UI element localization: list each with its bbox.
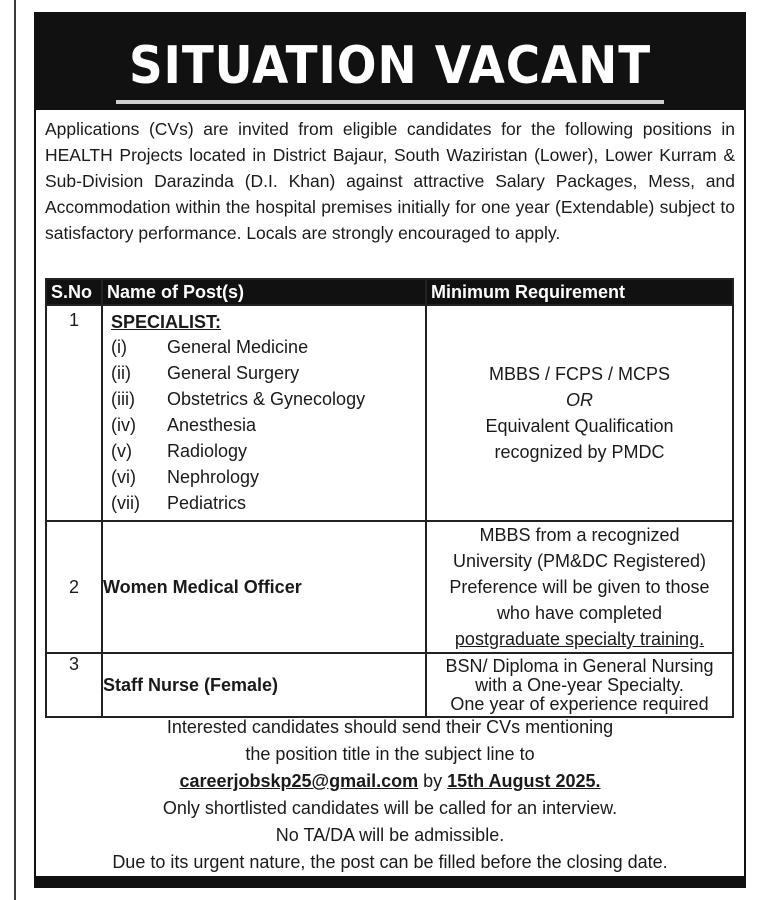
list-item-label: General Medicine <box>167 337 309 357</box>
list-item <box>111 386 425 412</box>
positions-table <box>45 278 734 718</box>
table-row <box>46 653 733 717</box>
requirement-line: OR <box>566 390 593 410</box>
list-item-number: (iv) <box>111 415 136 435</box>
list-item <box>111 464 425 490</box>
bottom-bar <box>36 876 744 886</box>
specialty-list <box>111 334 425 516</box>
list-item-number: (vi) <box>111 467 136 487</box>
row-post: Staff Nurse (Female) <box>102 653 426 717</box>
list-item <box>111 438 425 464</box>
row-requirement <box>426 305 733 521</box>
requirement-line: BSN/ Diploma in General Nursing <box>445 655 714 676</box>
requirement-line: who have completed <box>496 603 663 623</box>
table-row <box>46 305 733 521</box>
list-item-number: (ii) <box>111 363 131 383</box>
title-underline <box>116 100 664 104</box>
list-item-number: (iii) <box>111 389 135 409</box>
row-sno: 1 <box>46 305 102 521</box>
footer-by: by <box>418 771 448 791</box>
requirement-line: with a One-year Specialty. <box>475 674 684 695</box>
list-item-number: (i) <box>111 337 127 357</box>
list-item-number: (v) <box>111 441 132 461</box>
list-item <box>111 334 425 360</box>
requirement-line: University (PM&DC Registered) <box>452 551 707 571</box>
list-item-label: Radiology <box>167 441 248 461</box>
footer-line: Only shortlisted candidates will be called for an interview. <box>162 798 618 818</box>
table-row <box>46 521 733 653</box>
footer-line: Due to its urgent nature, the post can be filled before the closing date. <box>112 852 668 872</box>
row-post <box>102 305 426 521</box>
requirement-line: MBBS / FCPS / MCPS <box>488 364 671 384</box>
application-instructions <box>36 714 744 876</box>
table-header-row <box>46 279 733 305</box>
requirement-line: Preference will be given to those <box>449 577 710 597</box>
row-requirement <box>426 653 733 717</box>
job-advertisement <box>34 12 746 888</box>
requirement-line: One year of experience required <box>450 693 709 714</box>
intro-paragraph: Applications (CVs) are invited from eligible candidates for the following positions in HEALTH Projects located in District Bajaur, South Waziristan (Lower), Lower Kurram & Sub-Division Darazinda (D.I. Khan) against attractive Salary Packages, Mess, and Accommodation within the hospital premises initially for one year (Extendable) subject to satisfactory performance. Locals are strongly encouraged to apply. <box>45 119 735 243</box>
list-item-label: Nephrology <box>167 467 260 487</box>
footer-contact-line <box>36 768 744 795</box>
list-item <box>111 490 425 516</box>
row-sno: 3 <box>46 653 102 717</box>
list-item-label: Pediatrics <box>167 493 247 513</box>
row-sno: 2 <box>46 521 102 653</box>
requirement-line: postgraduate specialty training. <box>454 629 705 649</box>
list-item-label: Obstetrics & Gynecology <box>167 389 366 409</box>
ad-title: SITUATION VACANT <box>128 36 652 96</box>
list-item-label: Anesthesia <box>167 415 257 435</box>
list-item <box>111 360 425 386</box>
specialist-title: SPECIALIST: <box>111 312 222 332</box>
footer-line: No TA/DA will be admissible. <box>275 825 505 845</box>
list-item-number: (vii) <box>111 493 140 513</box>
deadline-date: 15th August 2025. <box>447 771 601 791</box>
requirement-line: Equivalent Qualification <box>485 416 674 436</box>
email-link[interactable]: careerjobskp25@gmail.com <box>179 771 419 791</box>
header-post: Name of Post(s) <box>102 279 426 305</box>
footer-line: the position title in the subject line to <box>245 744 535 764</box>
row-post: Women Medical Officer <box>102 521 426 653</box>
requirement-line: MBBS from a recognized <box>479 525 680 545</box>
footer-line: Interested candidates should send their CVs mentioning <box>166 717 614 737</box>
header-sno: S.No <box>46 279 102 305</box>
page-edge-line <box>14 0 16 900</box>
requirement-line: recognized by PMDC <box>494 442 665 462</box>
row-requirement <box>426 521 733 653</box>
header-requirement: Minimum Requirement <box>426 279 733 305</box>
list-item <box>111 412 425 438</box>
list-item-label: General Surgery <box>167 363 300 383</box>
